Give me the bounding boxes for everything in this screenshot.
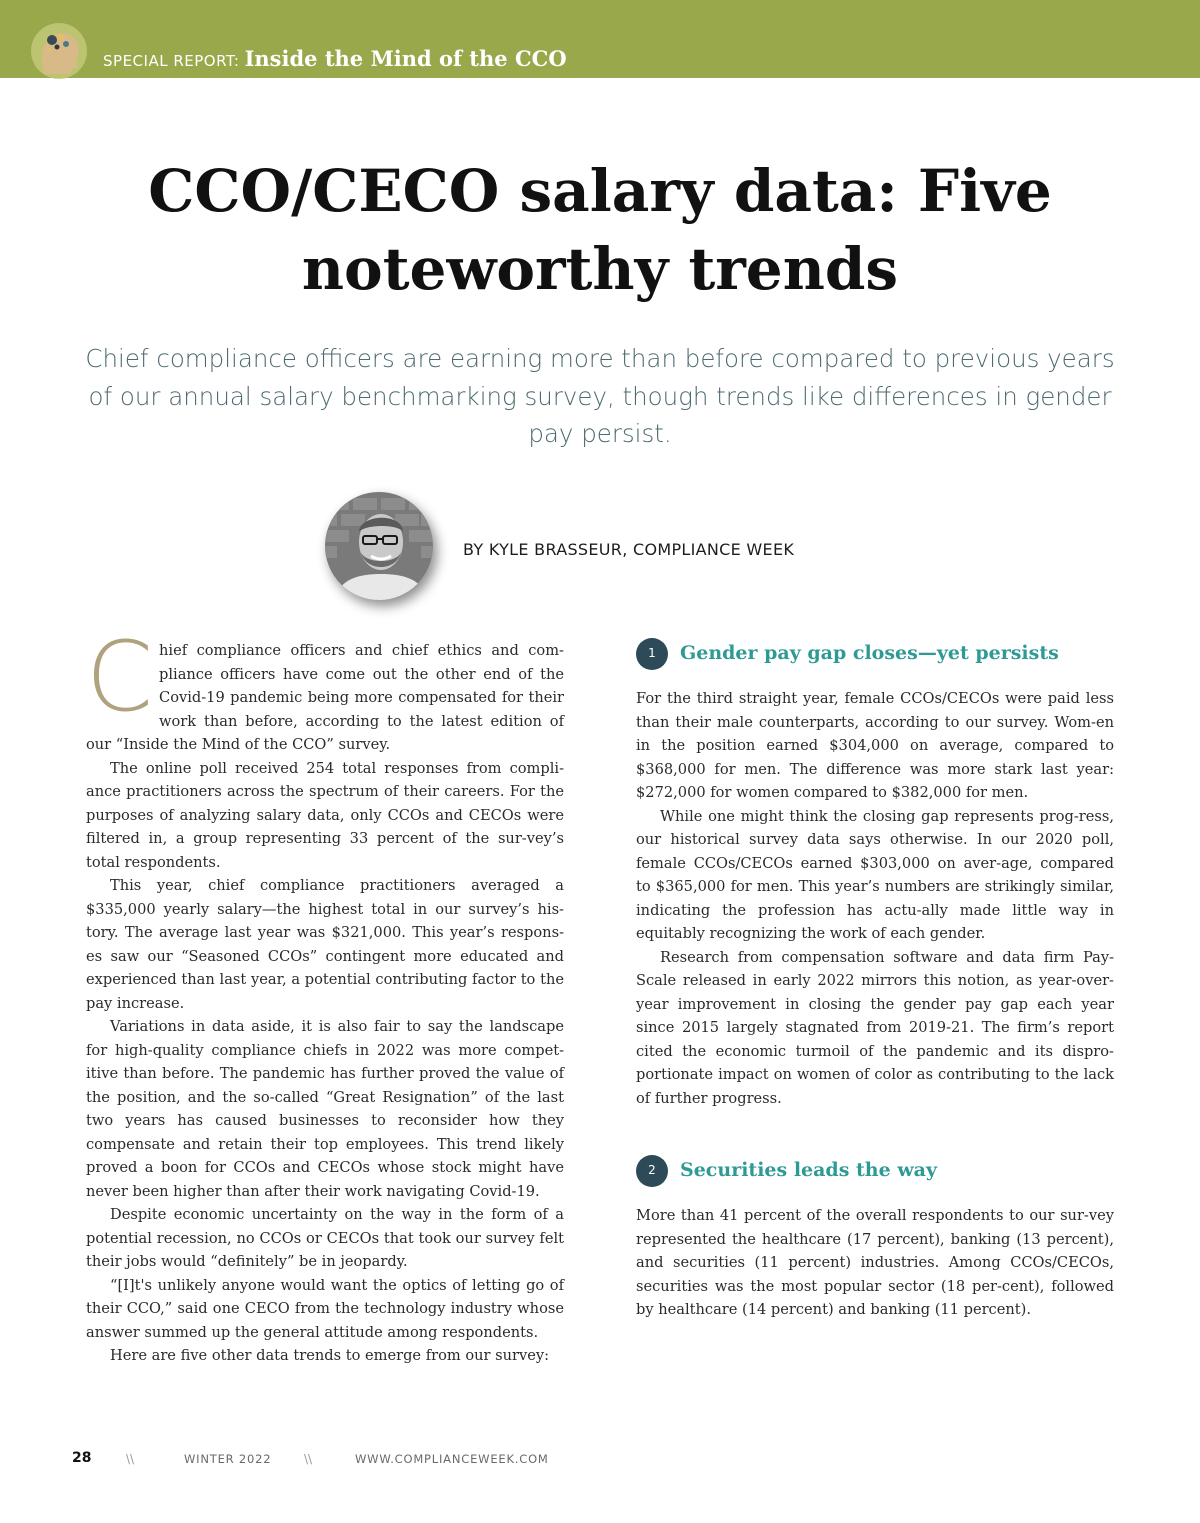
lead-text: hief compliance officers and chief ethics and com-pliance officers have come out the other end of the Covid-19 pandemic being more compensated for their work than before, according to the latest edition of our “Inside the Mind of the CCO” survey.: [86, 642, 564, 753]
section-number-badge: 1: [636, 638, 668, 670]
drop-cap: C: [86, 621, 154, 733]
left-column: [86, 621, 564, 1368]
section-title: Gender pay gap closes—yet persists: [680, 642, 1059, 665]
headline: CCO/CECO salary data: Five noteworthy trends: [148, 157, 1052, 303]
website-link[interactable]: WWW.COMPLIANCEWEEK.COM: [355, 1452, 549, 1466]
body-paragraph: “[I]t's unlikely anyone would want the optics of letting go of their CCO,” said one CECO from the technology industry whose answer summed up the general attitude among respondents.: [86, 1276, 564, 1341]
section-heading-2: [636, 1156, 1114, 1186]
banner-title: Inside the Mind of the CCO: [244, 46, 567, 71]
section-heading-1: [636, 639, 1114, 669]
footer-separator: \\: [126, 1452, 135, 1466]
byline: BY KYLE BRASSEUR, COMPLIANCE WEEK: [463, 540, 795, 559]
body-paragraph: Variations in data aside, it is also fair to say the landscape for high-quality compliance chiefs in 2022 was more compet-itive than before. The pandemic has further proved the value of the position, and the so-called “Great Resignation” of the last two years has caused businesses to reconsider how they compensate and retain their top employees. This trend likely proved a boon for CCOs and CECOs whose stock might have never been higher than after their work navigating Covid-19.: [86, 1018, 564, 1200]
page-number: 28: [72, 1450, 92, 1466]
body-paragraph: Here are five other data trends to emerge from our survey:: [110, 1347, 550, 1364]
issue-date: WINTER 2022: [184, 1452, 272, 1466]
deck: Chief compliance officers are earning more than before compared to previous years of our annual salary benchmarking survey, though trends like differences in gender pay persist.: [85, 344, 1115, 448]
body-paragraph: Research from compensation software and data firm Pay-Scale released in early 2022 mirrors this notion, as year-over-year improvement in closing the gender pay gap each year since 2015 largely stagnated from 2019-21. The firm’s report cited the economic turmoil of the pandemic and its dispro-portionate impact on women of color as contributing to the lack of further progress.: [636, 948, 1114, 1107]
body-paragraph: The online poll received 254 total responses from compli-ance practitioners across the spectrum of their careers. For the purposes of analyzing salary data, only CCOs and CECOs were filtered in, a group representing 33 percent of the sur-vey’s total respondents.: [86, 759, 564, 871]
banner-text: [103, 46, 567, 71]
body-paragraph: More than 41 percent of the overall respondents to our sur-vey represented the healthcare (17 percent), banking (13 percent), and securities (11 percent) industries. Among CCOs/CECOs, securities was the most popular sector (18 per-cent), followed by healthcare (14 percent) and banking (11 percent).: [636, 1207, 1114, 1318]
body-paragraph: For the third straight year, female CCOs/CECOs were paid less than their male counterparts, according to our survey. Wom-en in the position earned $304,000 on average, compared to $368,000 for men. The difference was more stark last year: $272,000 for women compared to $382,000 for men.: [636, 690, 1114, 801]
section-title: Securities leads the way: [680, 1159, 938, 1182]
right-column: [636, 639, 1114, 1322]
head-gears-logo-icon: [30, 22, 88, 80]
lead-paragraph: [86, 621, 564, 757]
author-photo: [325, 492, 433, 600]
body-paragraph: This year, chief compliance practitioners averaged a $335,000 yearly salary—the highest total in our survey’s his-tory. The average last year was $321,000. This year’s respons-es saw our “Seasoned CCOs” contingent more educated and experienced than last year, a potential contributing factor to the pay increase.: [86, 877, 564, 1012]
body-paragraph: While one might think the closing gap represents prog-ress, our historical survey data says otherwise. In our 2020 poll, female CCOs/CECOs earned $303,000 on aver-age, compared to $365,000 for men. This year’s numbers are strikingly similar, indicating the profession has actu-ally made little way in equitably recognizing the work of each gender.: [636, 807, 1114, 942]
section-spacer: [636, 1110, 1114, 1156]
banner-label: SPECIAL REPORT:: [103, 52, 240, 70]
footer-separator: \\: [304, 1452, 313, 1466]
section-number-badge: 2: [636, 1155, 668, 1187]
body-paragraph: Despite economic uncertainty on the way in the form of a potential recession, no CCOs or CECOs that took our survey felt their jobs would “definitely” be in jeopardy.: [86, 1206, 564, 1270]
